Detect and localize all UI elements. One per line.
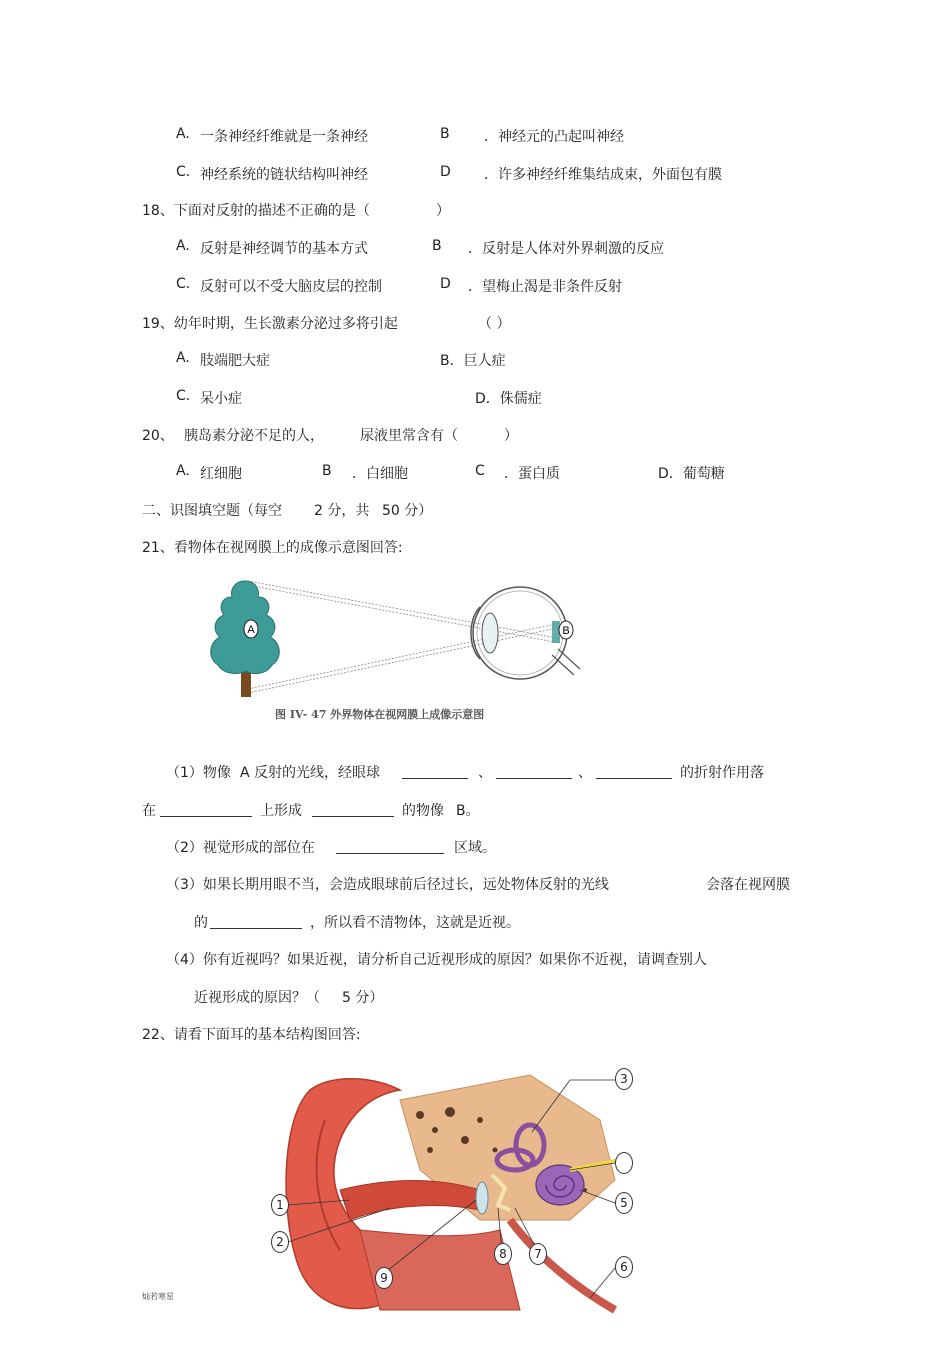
q18-option-a: 反射是神经调节的基本方式 <box>200 241 368 257</box>
q18-paren-close: ） <box>436 203 450 219</box>
ear-label-6: 6 <box>615 1256 633 1278</box>
q20-option-d: D．葡萄糖 <box>658 466 725 482</box>
cochlea-icon <box>536 1165 584 1205</box>
q21-p4-b: 近视形成的原因？（ <box>194 990 320 1006</box>
q21-p3-b: 会落在视网膜 <box>706 877 790 893</box>
q21-p1-d: 在 <box>142 803 156 819</box>
q21-p3-a: （3）如果长期用眼不当，会造成眼球前后径过长，远处物体反射的光线 <box>166 877 609 893</box>
q19-option-c-key: C. <box>176 388 191 404</box>
q21-p1-sep1: 、 <box>478 765 492 781</box>
blank-2[interactable] <box>496 764 572 779</box>
q17-option-a-key: A. <box>176 126 190 142</box>
q18-option-c: 反射可以不受大脑皮层的控制 <box>200 279 382 295</box>
section2-points: 2 分，共 <box>314 503 370 519</box>
q17-option-a: 一条神经纤维就是一条神经 <box>200 129 368 145</box>
q18-option-a-key: A. <box>176 238 190 254</box>
blank-4[interactable] <box>160 802 252 817</box>
q17-option-b: ．神经元的凸起叫神经 <box>484 129 624 145</box>
blank-3[interactable] <box>596 764 672 779</box>
lens-icon <box>482 613 498 653</box>
ear-label-2: 2 <box>271 1231 289 1253</box>
ear-label-7: 7 <box>529 1243 547 1265</box>
ear-label-1: 1 <box>271 1194 289 1216</box>
q21-p1-sep2: 、 <box>578 765 592 781</box>
ear-label-3: 3 <box>615 1068 633 1090</box>
blank-5[interactable] <box>312 802 394 817</box>
ear-label-5: 5 <box>615 1192 633 1214</box>
q18-option-d: ．望梅止渴是非条件反射 <box>468 279 622 295</box>
q17-option-c: 神经系统的链状结构叫神经 <box>200 167 368 183</box>
q19-option-a: 肢端肥大症 <box>200 353 270 369</box>
q17-option-b-key: B <box>440 126 450 142</box>
q19-option-a-key: A. <box>176 350 190 366</box>
q20-stem-part2: 尿液里常含有（ <box>360 428 458 444</box>
q21-p1-f: 的物像 <box>402 803 444 819</box>
q21-p1-c: 的折射作用落 <box>680 765 764 781</box>
q17-option-c-key: C. <box>176 164 191 180</box>
q22-stem: 22、请看下面耳的基本结构图回答: <box>142 1027 361 1043</box>
q17-option-d-key: D <box>440 164 451 180</box>
eye-diagram <box>200 575 600 705</box>
q18-option-b: ．反射是人体对外界刺激的反应 <box>468 241 664 257</box>
q20-option-a-key: A. <box>176 463 190 479</box>
section2-title: 二、识图填空题（每空 <box>142 503 282 519</box>
q21-p4-c: 5 分） <box>342 990 384 1006</box>
ear-label-8: 8 <box>494 1243 512 1265</box>
q21-p1-g: B。 <box>456 803 480 819</box>
q21-p2-b: 区域。 <box>454 840 496 856</box>
q20-paren-close: ） <box>504 428 518 444</box>
ear-label-4 <box>615 1152 633 1174</box>
q20-option-b-key: B <box>322 463 332 479</box>
label-a: A <box>247 624 255 636</box>
q21-p1-a: （1）物像 <box>166 765 231 781</box>
q20-option-b: ．白细胞 <box>352 466 408 482</box>
ear-canal <box>340 1181 480 1220</box>
q21-p2-a: （2）视觉形成的部位在 <box>166 840 315 856</box>
q19-option-c: 呆小症 <box>200 391 242 407</box>
q19-option-b: B．巨人症 <box>440 353 506 369</box>
q21-p1-b: A 反射的光线，经眼球 <box>240 765 381 781</box>
q18-stem: 18、下面对反射的描述不正确的是（ <box>142 203 370 219</box>
q20-option-a: 红细胞 <box>200 466 242 482</box>
q19-stem: 19、幼年时期，生长激素分泌过多将引起 <box>142 316 398 332</box>
q19-option-d: D．侏儒症 <box>475 391 542 407</box>
q18-option-d-key: D <box>440 276 451 292</box>
section2-total: 50 分） <box>382 503 433 519</box>
q21-p3-d: ，所以看不清物体，这就是近视。 <box>310 915 520 931</box>
tree-trunk <box>241 671 251 697</box>
q20-option-c-key: C <box>475 463 485 479</box>
ear-diagram <box>270 1060 640 1315</box>
q20-number: 20、 <box>142 428 174 444</box>
q18-option-c-key: C. <box>176 276 191 292</box>
eustachian-tube <box>510 1220 615 1310</box>
q20-option-c: ．蛋白质 <box>504 466 560 482</box>
q21-p4-a: （4）你有近视吗？如果近视，请分析自己近视形成的原因？如果你不近视，请调查别人 <box>166 952 707 968</box>
q18-option-b-key: B <box>432 238 442 254</box>
label-b: B <box>562 625 570 637</box>
eardrum-icon <box>476 1182 488 1214</box>
q21-stem: 21、看物体在视网膜上的成像示意图回答: <box>142 540 403 556</box>
q20-stem-part1: 胰岛素分泌不足的人， <box>184 428 324 444</box>
q21-p3-c: 的 <box>194 915 208 931</box>
q17-option-d: ．许多神经纤维集结成束，外面包有膜 <box>484 167 722 183</box>
q19-paren: （ ） <box>478 316 511 332</box>
ear-label-9: 9 <box>375 1267 393 1289</box>
q21-p1-e: 上形成 <box>260 803 302 819</box>
figure-caption: 图 IV- 47 外界物体在视网膜上成像示意图 <box>275 708 485 721</box>
page-footer: 灿若寒星 <box>142 1292 174 1301</box>
blank-7[interactable] <box>210 914 302 929</box>
blank-6[interactable] <box>336 839 444 854</box>
blank-1[interactable] <box>402 764 468 779</box>
